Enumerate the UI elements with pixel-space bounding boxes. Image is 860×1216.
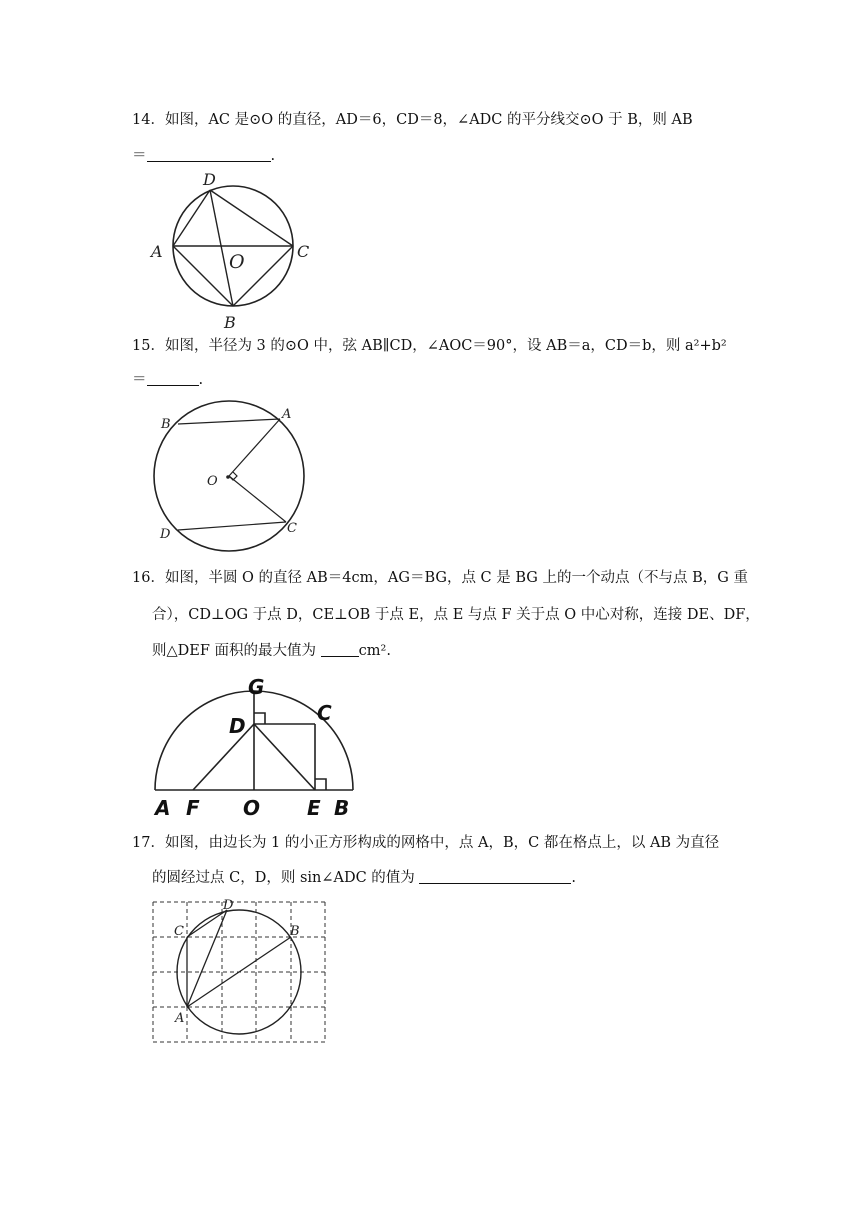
problem-15-text: 如图，半径为 3 的⊙O 中，弦 AB∥CD，∠AOC＝90°，设 AB＝a，CD＝b，则 a²+b² (164, 338, 727, 354)
label-O: O (229, 251, 245, 273)
label-G: G (248, 675, 265, 699)
label-A: A (175, 1011, 185, 1026)
label-B: B (290, 924, 300, 939)
label-C: C (317, 701, 332, 725)
label-D: D (223, 898, 234, 913)
figure-16 (150, 672, 365, 822)
label-E: E (307, 796, 321, 820)
label-A: A (151, 242, 163, 261)
problem-15-line-1: 15．如图，半径为 3 的⊙O 中，弦 AB∥CD，∠AOC＝90°，设 AB＝a，CD＝b，则 a²+b² (132, 338, 727, 354)
label-O: O (207, 474, 218, 489)
problem-15-line-2: ＝ . (132, 372, 204, 388)
problem-17-line-1: 17．如图，由边长为 1 的小正方形构成的网格中，点 A，B，C 都在格点上，以 AB 为直径 (132, 835, 720, 851)
label-B: B (334, 796, 350, 820)
problem-16-line-1: 16．如图，半圆 O 的直径 AB＝4cm，AG＝BG，点 C 是 BG 上的一个动点（不与点 B，G 重 (132, 570, 748, 586)
label-D: D (203, 170, 216, 189)
label-B: B (161, 417, 171, 432)
problem-14-line-2: ＝ . (132, 148, 276, 164)
problem-17-text: 如图，由边长为 1 的小正方形构成的网格中，点 A，B，C 都在格点上，以 AB 为直径 (164, 835, 720, 851)
problem-16-line-2: 合），CD⊥OG 于点 D，CE⊥OB 于点 E，点 E 与点 F 关于点 O 中心对称，连接 DE、DF， (152, 607, 760, 623)
label-D: D (229, 714, 246, 738)
label-C: C (174, 924, 184, 939)
problem-14-text: 如图，AC 是⊙O 的直径，AD＝6，CD＝8，∠ADC 的平分线交⊙O 于 B，则 AB (164, 112, 693, 128)
figure-15 (150, 395, 310, 555)
label-C: C (287, 521, 297, 536)
label-A: A (282, 407, 292, 422)
label-O: O (243, 796, 261, 820)
label-B: B (224, 313, 236, 332)
answer-blank-17[interactable] (419, 869, 571, 884)
problem-14-line-1: 14．如图，AC 是⊙O 的直径，AD＝6，CD＝8，∠ADC 的平分线交⊙O 于 B，则 AB (132, 112, 693, 128)
problem-16-text: 如图，半圆 O 的直径 AB＝4cm，AG＝BG，点 C 是 BG 上的一个动点（不与点 B，G 重 (164, 570, 748, 586)
figure-17 (148, 895, 333, 1050)
answer-blank-14[interactable] (147, 147, 271, 162)
figure-14 (145, 168, 325, 333)
label-F: F (186, 796, 200, 820)
label-C: C (297, 242, 310, 261)
problem-16-line-3: 则△DEF 面积的最大值为 cm². (152, 643, 391, 659)
label-D: D (160, 527, 171, 542)
problem-17-line-2: 的圆经过点 C，D，则 sin∠ADC 的值为 . (152, 870, 577, 886)
label-A: A (155, 796, 171, 820)
answer-blank-15[interactable] (147, 371, 199, 386)
answer-blank-16[interactable] (321, 642, 359, 657)
